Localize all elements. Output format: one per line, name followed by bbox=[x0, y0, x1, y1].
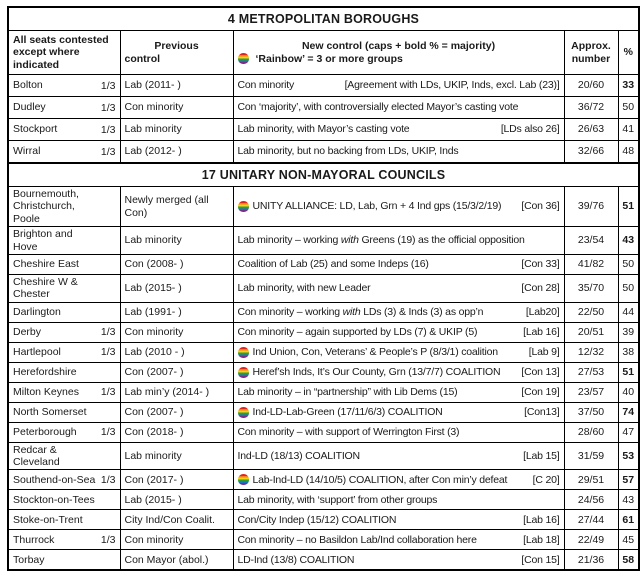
new-control-cell bbox=[233, 342, 564, 362]
rainbow-icon bbox=[238, 407, 249, 418]
new-control-cell bbox=[233, 402, 564, 422]
new-control-text: Con minority – no Basildon Lab/Ind collaboration here bbox=[237, 533, 477, 546]
new-control-cell bbox=[233, 187, 564, 227]
rainbow-icon bbox=[238, 367, 249, 378]
council-name: Stockport bbox=[13, 123, 58, 136]
approx-number-cell: 20/51 bbox=[564, 322, 618, 342]
council-name: Thurrock bbox=[13, 533, 55, 546]
new-control-note: [LDs also 26] bbox=[500, 123, 560, 136]
approx-number-cell: 36/72 bbox=[564, 97, 618, 119]
table-row bbox=[8, 342, 639, 362]
council-name: Wirral bbox=[13, 145, 41, 158]
approx-number-cell: 24/56 bbox=[564, 490, 618, 510]
new-control-text: Con/City Indep (15/12) COALITION bbox=[237, 513, 397, 526]
new-control-note: [Lab 16] bbox=[523, 325, 560, 338]
new-control-cell bbox=[233, 254, 564, 274]
approx-number-cell: 39/76 bbox=[564, 187, 618, 227]
new-control-note: [Lab 18] bbox=[523, 533, 560, 546]
council-cell bbox=[8, 550, 120, 571]
council-cell bbox=[8, 227, 120, 255]
percent-cell: 74 bbox=[618, 402, 639, 422]
council-cell bbox=[8, 97, 120, 119]
new-control-note: [Con 19] bbox=[521, 385, 560, 398]
council-cell bbox=[8, 75, 120, 97]
new-control-text: Con minority – again supported by LDs (7) & UKIP (5) bbox=[237, 325, 478, 338]
council-cell bbox=[8, 342, 120, 362]
table-row bbox=[8, 227, 639, 255]
col-header-councils: All seats contested except where indicated bbox=[8, 31, 120, 75]
new-control-cell bbox=[233, 550, 564, 571]
table-row bbox=[8, 97, 639, 119]
new-control-note: [C 20] bbox=[532, 473, 560, 486]
council-cell bbox=[8, 187, 120, 227]
new-control-cell bbox=[233, 227, 564, 255]
council-name: Derby bbox=[13, 325, 42, 338]
percent-cell: 44 bbox=[618, 302, 639, 322]
previous-control-cell: Lab (2015- ) bbox=[120, 490, 233, 510]
new-control-note: [Con 15] bbox=[521, 553, 560, 566]
table-row bbox=[8, 141, 639, 164]
approx-number-cell: 20/60 bbox=[564, 75, 618, 97]
previous-control-cell: City Ind/Con Coalit. bbox=[120, 510, 233, 530]
council-name: Southend-on-Sea bbox=[13, 473, 96, 486]
new-control-text: LD-Ind (13/8) COALITION bbox=[237, 553, 355, 566]
section-title-row-unitary bbox=[8, 163, 639, 187]
council-name: Brighton and Hove bbox=[13, 228, 73, 253]
new-control-note: [Lab 9] bbox=[528, 345, 560, 358]
new-control-text: Lab minority – in “partnership” with Lib Dems (15) bbox=[237, 385, 458, 398]
council-name: Cheshire East bbox=[13, 258, 79, 271]
table-row bbox=[8, 530, 639, 550]
new-control-text: Con minority – with support of Werrington First (3) bbox=[237, 425, 460, 438]
councils-table bbox=[7, 6, 640, 571]
rainbow-icon bbox=[238, 53, 249, 64]
percent-cell: 43 bbox=[618, 490, 639, 510]
new-control-cell bbox=[233, 302, 564, 322]
col-header-previous-control bbox=[120, 31, 233, 75]
col-header-percent: % bbox=[618, 31, 639, 75]
col-header-new-control-line2 bbox=[238, 53, 560, 65]
approx-number-cell: 32/66 bbox=[564, 141, 618, 164]
council-name: Milton Keynes bbox=[13, 385, 79, 398]
table-row bbox=[8, 510, 639, 530]
percent-cell: 38 bbox=[618, 342, 639, 362]
section-title-unitary: 17 UNITARY NON-MAYORAL COUNCILS bbox=[8, 163, 639, 187]
new-control-cell bbox=[233, 119, 564, 141]
table-row bbox=[8, 550, 639, 571]
percent-cell: 61 bbox=[618, 510, 639, 530]
approx-number-cell: 27/44 bbox=[564, 510, 618, 530]
council-cell bbox=[8, 530, 120, 550]
new-control-cell bbox=[233, 530, 564, 550]
new-control-text: Heref’sh Inds, It’s Our County, Grn (13/7/7) COALITION bbox=[252, 365, 501, 378]
percent-cell: 50 bbox=[618, 274, 639, 302]
percent-cell: 51 bbox=[618, 187, 639, 227]
new-control-note: [Lab 16] bbox=[523, 513, 560, 526]
percent-cell: 47 bbox=[618, 422, 639, 442]
previous-control-cell: Con (2007- ) bbox=[120, 362, 233, 382]
approx-number-cell: 22/50 bbox=[564, 302, 618, 322]
council-name: Hartlepool bbox=[13, 345, 61, 358]
council-cell bbox=[8, 302, 120, 322]
new-control-cell bbox=[233, 362, 564, 382]
previous-control-cell: Con (2017- ) bbox=[120, 470, 233, 490]
previous-control-cell: Con Mayor (abol.) bbox=[120, 550, 233, 571]
council-name: Darlington bbox=[13, 305, 61, 318]
seats-fraction: 1/3 bbox=[100, 123, 116, 136]
percent-cell: 43 bbox=[618, 227, 639, 255]
new-control-text: UNITY ALLIANCE: LD, Lab, Grn + 4 Ind gps (15/3/2/19) bbox=[252, 200, 502, 213]
new-control-cell bbox=[233, 422, 564, 442]
new-control-note: [Con 36] bbox=[521, 200, 560, 213]
new-control-text: Con minority – working with LDs (3) & Inds (3) as opp’n bbox=[237, 305, 484, 318]
rainbow-legend-text: ‘Rainbow’ = 3 or more groups bbox=[255, 52, 403, 65]
council-name: Bournemouth, Christchurch, Poole bbox=[13, 188, 79, 225]
new-control-text: Con ‘majority’, with controversially elected Mayor’s casting vote bbox=[237, 101, 519, 114]
table-row bbox=[8, 187, 639, 227]
new-control-cell bbox=[233, 141, 564, 164]
previous-control-cell: Con minority bbox=[120, 322, 233, 342]
seats-fraction: 1/3 bbox=[100, 345, 116, 358]
approx-number-cell: 23/57 bbox=[564, 382, 618, 402]
percent-cell: 51 bbox=[618, 362, 639, 382]
council-cell bbox=[8, 141, 120, 164]
table-row bbox=[8, 402, 639, 422]
previous-control-cell: Lab minority bbox=[120, 442, 233, 470]
previous-control-cell: Newly merged (all Con) bbox=[120, 187, 233, 227]
new-control-note: [Agreement with LDs, UKIP, Inds, excl. Lab (23)] bbox=[344, 79, 560, 92]
council-name: Herefordshire bbox=[13, 365, 77, 378]
approx-number-cell: 23/54 bbox=[564, 227, 618, 255]
new-control-note: [Con 13] bbox=[521, 365, 560, 378]
table-row bbox=[8, 382, 639, 402]
percent-cell: 40 bbox=[618, 382, 639, 402]
percent-cell: 58 bbox=[618, 550, 639, 571]
new-control-text: Lab minority, but no backing from LDs, UKIP, Inds bbox=[237, 145, 459, 158]
percent-cell: 57 bbox=[618, 470, 639, 490]
percent-cell: 53 bbox=[618, 442, 639, 470]
council-cell bbox=[8, 402, 120, 422]
seats-fraction: 1/3 bbox=[100, 145, 116, 158]
percent-cell: 50 bbox=[618, 254, 639, 274]
new-control-text: Lab minority – working with Greens (19) as the official opposition bbox=[237, 234, 525, 247]
approx-number-cell: 26/63 bbox=[564, 119, 618, 141]
percent-cell: 39 bbox=[618, 322, 639, 342]
new-control-note: [Lab20] bbox=[525, 305, 560, 318]
previous-control-cell: Con (2018- ) bbox=[120, 422, 233, 442]
metropolitan-rows bbox=[8, 75, 639, 164]
new-control-note: [Lab 15] bbox=[523, 449, 560, 462]
approx-number-cell: 31/59 bbox=[564, 442, 618, 470]
council-cell bbox=[8, 362, 120, 382]
new-control-cell bbox=[233, 510, 564, 530]
new-control-note: [Con 28] bbox=[521, 282, 560, 295]
previous-control-cell: Lab (2015- ) bbox=[120, 274, 233, 302]
percent-cell: 33 bbox=[618, 75, 639, 97]
percent-cell: 48 bbox=[618, 141, 639, 164]
approx-number-cell: 21/36 bbox=[564, 550, 618, 571]
seats-fraction: 1/3 bbox=[100, 101, 116, 114]
unitary-rows bbox=[8, 187, 639, 571]
council-cell bbox=[8, 274, 120, 302]
col-header-previous-line2: control bbox=[124, 52, 161, 65]
previous-control-cell: Lab minority bbox=[120, 227, 233, 255]
approx-number-cell: 37/50 bbox=[564, 402, 618, 422]
new-control-cell bbox=[233, 75, 564, 97]
new-control-text: Ind-LD (18/13) COALITION bbox=[237, 449, 360, 462]
new-control-cell bbox=[233, 322, 564, 342]
section-title-row-metropolitan bbox=[8, 7, 639, 31]
col-header-previous-line1: Previous bbox=[154, 40, 199, 53]
council-cell bbox=[8, 442, 120, 470]
approx-number-cell: 29/51 bbox=[564, 470, 618, 490]
council-cell bbox=[8, 382, 120, 402]
table-row bbox=[8, 442, 639, 470]
rainbow-icon bbox=[238, 474, 249, 485]
table-row bbox=[8, 362, 639, 382]
new-control-cell bbox=[233, 442, 564, 470]
council-cell bbox=[8, 510, 120, 530]
previous-control-cell: Con minority bbox=[120, 530, 233, 550]
approx-number-cell: 28/60 bbox=[564, 422, 618, 442]
new-control-text: Lab minority, with ‘support’ from other groups bbox=[237, 493, 438, 506]
previous-control-cell: Lab (1991- ) bbox=[120, 302, 233, 322]
rainbow-icon bbox=[238, 201, 249, 212]
table-row bbox=[8, 75, 639, 97]
seats-fraction: 1/3 bbox=[100, 79, 116, 92]
council-name: Stockton-on-Tees bbox=[13, 493, 95, 506]
table-row bbox=[8, 254, 639, 274]
table-row bbox=[8, 490, 639, 510]
council-cell bbox=[8, 254, 120, 274]
approx-number-cell: 41/82 bbox=[564, 254, 618, 274]
new-control-cell bbox=[233, 274, 564, 302]
section-title-metropolitan: 4 METROPOLITAN BOROUGHS bbox=[8, 7, 639, 31]
new-control-text: Lab minority, with Mayor’s casting vote bbox=[237, 123, 410, 136]
table-row bbox=[8, 422, 639, 442]
seats-fraction: 1/3 bbox=[100, 473, 116, 486]
new-control-cell bbox=[233, 490, 564, 510]
percent-cell: 41 bbox=[618, 119, 639, 141]
new-control-text: Ind-LD-Lab-Green (17/11/6/3) COALITION bbox=[252, 405, 443, 418]
seats-fraction: 1/3 bbox=[100, 533, 116, 546]
previous-control-cell: Lab min’y (2014- ) bbox=[120, 382, 233, 402]
council-cell bbox=[8, 422, 120, 442]
col-header-approx-number: Approx. number bbox=[564, 31, 618, 75]
unitary-title-body bbox=[8, 163, 639, 187]
table-row bbox=[8, 322, 639, 342]
new-control-text: Lab minority, with new Leader bbox=[237, 282, 371, 295]
council-name: Torbay bbox=[13, 553, 45, 566]
new-control-note: [Con13] bbox=[524, 405, 560, 418]
table-row bbox=[8, 274, 639, 302]
council-name: Stoke-on-Trent bbox=[13, 513, 83, 526]
council-name: North Somerset bbox=[13, 405, 87, 418]
council-cell bbox=[8, 322, 120, 342]
seats-fraction: 1/3 bbox=[100, 425, 116, 438]
col-header-new-control-line1: New control (caps + bold % = majority) bbox=[301, 40, 496, 53]
approx-number-cell: 35/70 bbox=[564, 274, 618, 302]
table-row bbox=[8, 119, 639, 141]
previous-control-cell: Con (2008- ) bbox=[120, 254, 233, 274]
new-control-note: [Con 33] bbox=[521, 258, 560, 271]
council-name: Dudley bbox=[13, 101, 46, 114]
new-control-text: Coalition of Lab (25) and some Indeps (16) bbox=[237, 258, 429, 271]
council-name: Bolton bbox=[13, 79, 43, 92]
percent-cell: 50 bbox=[618, 97, 639, 119]
council-name: Peterborough bbox=[13, 425, 77, 438]
previous-control-cell: Lab (2011- ) bbox=[120, 75, 233, 97]
percent-cell: 45 bbox=[618, 530, 639, 550]
previous-control-cell: Con (2007- ) bbox=[120, 402, 233, 422]
previous-control-cell: Lab (2012- ) bbox=[120, 141, 233, 164]
council-name: Cheshire W & Chester bbox=[13, 275, 78, 301]
council-cell bbox=[8, 119, 120, 141]
table-row bbox=[8, 302, 639, 322]
previous-control-cell: Con minority bbox=[120, 97, 233, 119]
approx-number-cell: 22/49 bbox=[564, 530, 618, 550]
new-control-text: Lab-Ind-LD (14/10/5) COALITION, after Con min’y defeat bbox=[252, 473, 508, 486]
column-header-row bbox=[8, 31, 639, 75]
approx-number-cell: 27/53 bbox=[564, 362, 618, 382]
seats-fraction: 1/3 bbox=[100, 385, 116, 398]
new-control-text: Ind Union, Con, Veterans’ & People’s P (8/3/1) coalition bbox=[252, 345, 498, 358]
new-control-text: Con minority bbox=[237, 79, 295, 92]
approx-number-cell: 12/32 bbox=[564, 342, 618, 362]
previous-control-cell: Lab minority bbox=[120, 119, 233, 141]
council-name: Redcar & Cleveland bbox=[13, 443, 60, 468]
col-header-new-control bbox=[233, 31, 564, 75]
rainbow-icon bbox=[238, 347, 249, 358]
seats-fraction: 1/3 bbox=[100, 325, 116, 338]
new-control-cell bbox=[233, 97, 564, 119]
new-control-cell bbox=[233, 382, 564, 402]
council-cell bbox=[8, 490, 120, 510]
previous-control-cell: Lab (2010 - ) bbox=[120, 342, 233, 362]
